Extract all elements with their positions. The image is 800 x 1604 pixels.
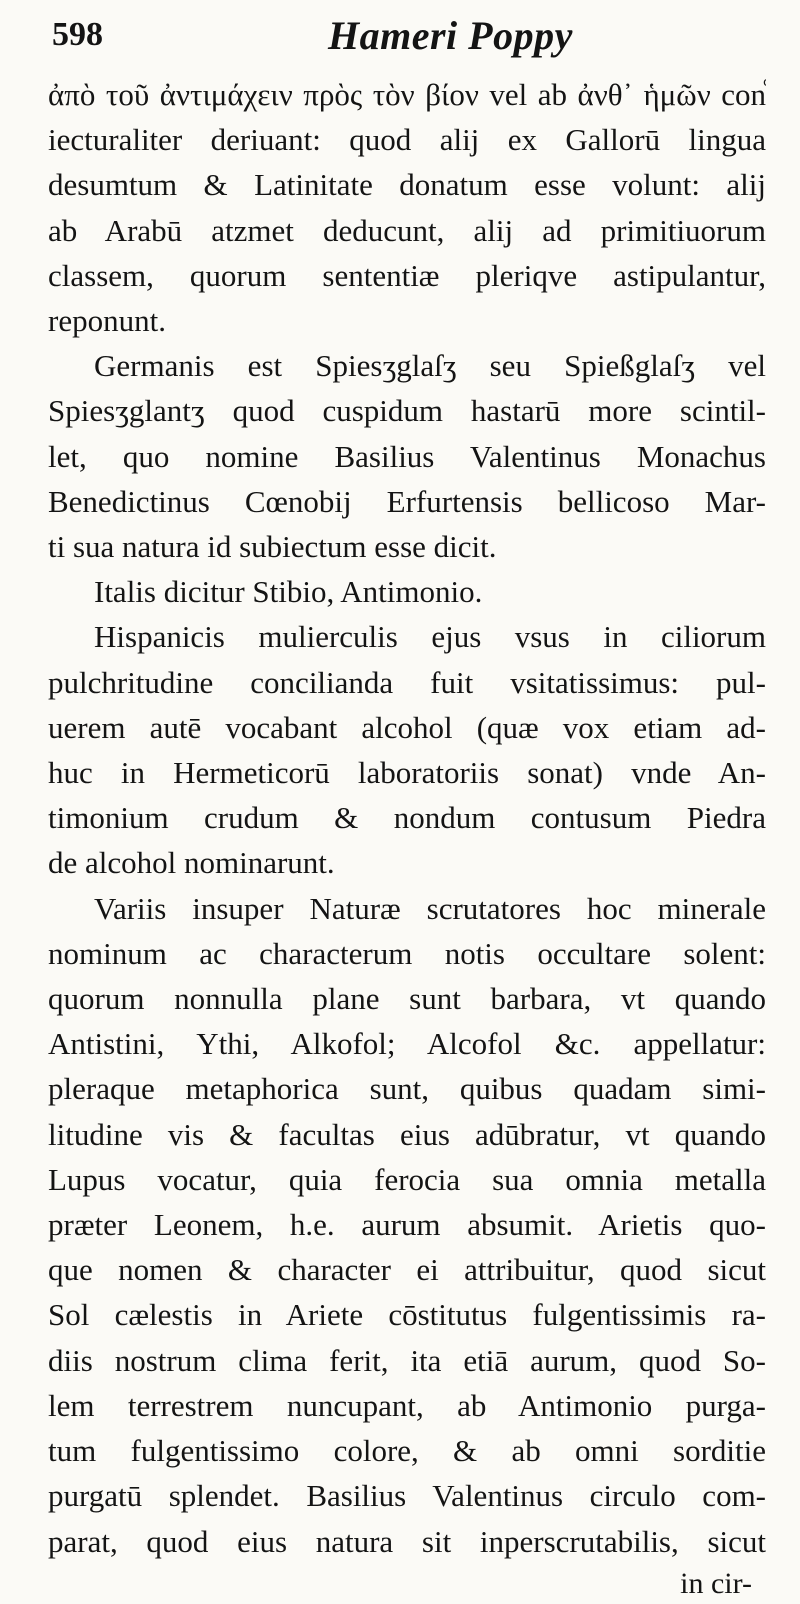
text-line: pulchritudine concilianda fuit vsitatissimus: pul-: [48, 664, 766, 700]
text-line: Sol cælestis in Ariete cōstitutus fulgentissimis ra-: [48, 1297, 766, 1333]
text-line: diis nostrum clima ferit, ita etiā aurum, quod So-: [48, 1342, 766, 1378]
page-number: 598: [52, 16, 103, 53]
text-line: purgatū splendet. Basilius Valentinus circulo com-: [48, 1478, 766, 1514]
text-line: ti sua natura id subiectum esse dicit.: [48, 529, 497, 565]
running-title: Hameri Poppy: [328, 13, 573, 58]
text-line: reponunt.: [48, 303, 166, 339]
text-line: Lupus vocatur, quia ferocia sua omnia metalla: [48, 1161, 766, 1197]
text-line: ab Arabū atzmet deducunt, alij ad primitiuorum: [48, 212, 766, 248]
text-line: Benedictinus Cœnobij Erfurtensis bellicoso Mar-: [48, 483, 766, 519]
text-line: desumtum & Latinitate donatum esse volunt: alij: [48, 167, 766, 203]
text-line: Germanis est Spiesʒglaſʒ seu Spießglaſʒ vel: [94, 348, 766, 384]
text-line: let, quo nomine Basilius Valentinus Monachus: [48, 438, 766, 474]
text-line: Variis insuper Naturæ scrutatores hoc minerale: [94, 890, 766, 926]
running-head: [48, 14, 766, 72]
text-line: lem terrestrem nuncupant, ab Antimonio purga-: [48, 1387, 766, 1423]
text-line: parat, quod eius natura sit inperscrutabilis, sicut: [48, 1523, 766, 1559]
text-line: iecturaliter deriuant: quod alij ex Gallorū lingua: [48, 122, 766, 158]
text-line: Spiesʒglantʒ quod cuspidum hastarū more scintil-: [48, 393, 766, 429]
text-line: huc in Hermeticorū laboratoriis sonat) vnde An-: [48, 755, 766, 791]
text-line: classem, quorum sententiæ pleriqve astipulantur,: [48, 257, 766, 293]
text-line: litudine vis & facultas eius adūbratur, vt quando: [48, 1116, 766, 1152]
text-line: Hispanicis mulierculis ejus vsus in ciliorum: [94, 619, 766, 655]
body-text: [48, 72, 766, 1564]
text-line: nominum ac characterum notis occultare solent:: [48, 935, 766, 971]
text-line: præter Leonem, h.e. aurum absumit. Arietis quo-: [48, 1207, 766, 1243]
text-line: Italis dicitur Stibio, Antimonio.: [94, 574, 483, 610]
text-line: que nomen & character ei attribuitur, quod sicut: [48, 1252, 766, 1288]
text-line: de alcohol nominarunt.: [48, 845, 335, 881]
text-line: ἀπὸ τοῦ ἀντιμάχειν πρὸς τὸν βίον vel ab ἀνθ᾽ ἡμῶν conⷭ: [48, 77, 766, 112]
text-line: quorum nonnulla plane sunt barbara, vt quando: [48, 981, 766, 1017]
text-line: tum fulgentissimo colore, & ab omni sorditie: [48, 1433, 766, 1469]
text-line: Antistini, Ythi, Alkofol; Alcofol &c. appellatur:: [48, 1026, 766, 1062]
catchword: in cir-: [680, 1566, 752, 1600]
text-line: timonium crudum & nondum contusum Piedra: [48, 800, 766, 836]
text-line: uerem autē vocabant alcohol (quæ vox etiam ad-: [48, 709, 766, 745]
text-line: pleraque metaphorica sunt, quibus quadam simi-: [48, 1071, 766, 1107]
